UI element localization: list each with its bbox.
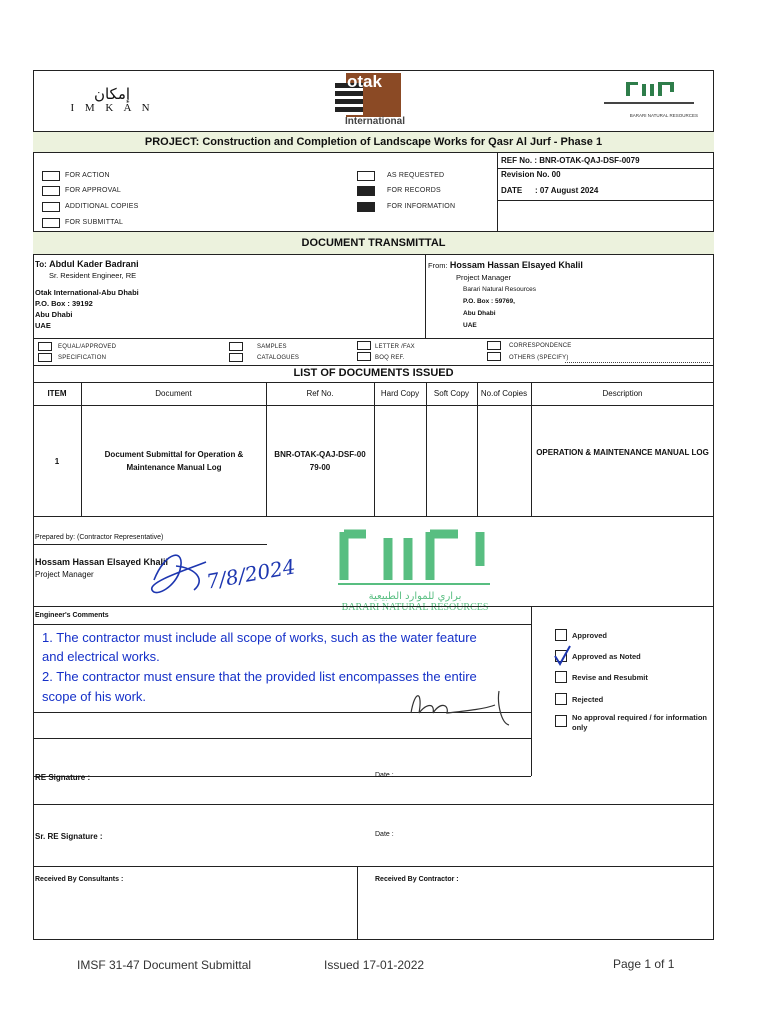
from-name: Hossam Hassan Elsayed Khalil xyxy=(449,260,583,270)
from-block xyxy=(428,259,583,332)
checkbox-samples[interactable] xyxy=(229,342,243,351)
from-org: Barari Natural Resources xyxy=(463,286,536,293)
prepared-by-role: Project Manager xyxy=(35,570,94,579)
barari-logo-caption: BARARI NATURAL RESOURCES xyxy=(629,113,698,118)
col-header-ref: Ref No. xyxy=(306,389,334,398)
col-header-description: Description xyxy=(602,389,643,398)
checkbox-specification[interactable] xyxy=(38,353,52,362)
checkbox-for-records[interactable] xyxy=(357,186,375,196)
re-date-label: Date : xyxy=(375,772,394,779)
checkbox-label: FOR APPROVAL xyxy=(65,187,121,194)
footer-issued: Issued 17-01-2022 xyxy=(324,958,425,972)
checkbox-as-requested[interactable] xyxy=(357,171,375,181)
from-role: Project Manager xyxy=(456,273,512,282)
row-item: 1 xyxy=(54,457,60,466)
comment-line-2: and electrical works. xyxy=(42,649,160,664)
type-label: SAMPLES xyxy=(257,344,287,350)
status-label: Revise and Resubmit xyxy=(572,673,648,682)
type-label: LETTER /FAX xyxy=(375,344,415,350)
date-label: DATE xyxy=(501,186,523,195)
row-ref: BNR-OTAK-QAJ-DSF-0079-00 xyxy=(274,450,366,472)
type-label: EQUAL/APPROVED xyxy=(58,344,117,350)
from-prefix: From: xyxy=(428,261,448,270)
transmittal-band xyxy=(33,231,714,255)
imkan-latin-text: I M K A N xyxy=(70,102,154,114)
status-revise-resubmit-checkbox[interactable] xyxy=(555,671,567,683)
to-org: Otak International-Abu Dhabi xyxy=(35,288,139,297)
barari-stamp-mark xyxy=(330,522,500,592)
from-city: Abu Dhabi xyxy=(463,310,496,317)
to-block xyxy=(35,259,139,331)
col-header-item: ITEM xyxy=(47,389,67,398)
to-name: Abdul Kader Badrani xyxy=(49,259,139,269)
to-pobox: P.O. Box : 39192 xyxy=(35,299,93,308)
type-label: SPECIFICATION xyxy=(58,355,107,361)
sr-re-date-label: Date : xyxy=(375,831,394,838)
row-document: Document Submittal for Operation & Maintenance Manual Log xyxy=(104,450,244,472)
checkbox-label: AS REQUESTED xyxy=(387,172,445,179)
check-mark-icon xyxy=(552,644,572,666)
status-label: Approved xyxy=(572,631,608,640)
to-prefix: To: xyxy=(35,260,47,269)
checkbox-additional-copies[interactable] xyxy=(42,202,60,212)
received-contractor-label: Received By Contractor : xyxy=(375,876,459,883)
checkbox-label: ADDITIONAL COPIES xyxy=(65,203,139,210)
revision-number: Revision No. 00 xyxy=(501,170,561,179)
status-label: Approved as Noted xyxy=(572,652,641,661)
checkbox-for-submittal[interactable] xyxy=(42,218,60,228)
barari-logo-mark xyxy=(600,80,698,110)
engineer-signature-icon xyxy=(405,683,520,731)
row-description: OPERATION & MAINTENANCE MANUAL LOG xyxy=(536,448,709,457)
to-role: Sr. Resident Engineer, RE xyxy=(49,271,137,280)
date-value: : 07 August 2024 xyxy=(535,186,599,195)
checkbox-others[interactable] xyxy=(487,352,501,361)
otak-logo xyxy=(331,72,406,127)
col-header-soft-copy: Soft Copy xyxy=(433,389,470,398)
footer-page: Page 1 of 1 xyxy=(613,957,675,971)
list-title: LIST OF DOCUMENTS ISSUED xyxy=(293,367,454,379)
comment-line-3: 2. The contractor must ensure that the provided list encompasses the entire xyxy=(42,669,477,684)
comment-line-4: scope of his work. xyxy=(42,689,147,704)
checkbox-label: FOR INFORMATION xyxy=(387,203,456,210)
ref-number: REF No. : BNR-OTAK-QAJ-DSF-0079 xyxy=(501,156,640,165)
status-rejected-checkbox[interactable] xyxy=(555,693,567,705)
others-specify-line xyxy=(565,362,710,363)
type-label: BOQ REF. xyxy=(375,355,405,361)
type-label: CATALOGUES xyxy=(257,355,300,361)
otak-logo-subtitle: International xyxy=(345,116,406,127)
checkbox-label: FOR SUBMITTAL xyxy=(65,219,124,226)
stamp-english-text: BARARI NATURAL RESOURCES xyxy=(341,602,489,613)
checkbox-equal-approved[interactable] xyxy=(38,342,52,351)
checkbox-for-approval[interactable] xyxy=(42,186,60,196)
checkbox-for-information[interactable] xyxy=(357,202,375,212)
checkbox-boq-ref[interactable] xyxy=(357,352,371,361)
status-label: Rejected xyxy=(572,695,604,704)
checkbox-letter-fax[interactable] xyxy=(357,341,371,350)
checkbox-catalogues[interactable] xyxy=(229,353,243,362)
stamp-arabic-text: براري للموارد الطبيعية xyxy=(368,591,462,602)
otak-logo-text: otak xyxy=(347,72,382,91)
status-no-approval-checkbox[interactable] xyxy=(555,715,567,727)
col-header-copies: No.of Copies xyxy=(480,389,528,398)
to-country: UAE xyxy=(35,321,51,330)
type-label: CORRESPONDENCE xyxy=(509,343,572,349)
received-consultants-label: Received By Consultants : xyxy=(35,876,124,883)
imkan-logo xyxy=(62,86,162,114)
status-label: No approval required / for information only xyxy=(572,713,708,732)
engineers-comments-label: Engineer's Comments xyxy=(35,612,109,619)
comment-line-1: 1. The contractor must include all scope of works, such as the water feature xyxy=(42,630,477,645)
checkbox-correspondence[interactable] xyxy=(487,341,501,350)
transmittal-title: DOCUMENT TRANSMITTAL xyxy=(301,237,446,249)
checkbox-for-action[interactable] xyxy=(42,171,60,181)
col-header-hard-copy: Hard Copy xyxy=(380,389,420,398)
project-title-band xyxy=(33,131,714,153)
barari-logo xyxy=(600,80,698,120)
to-city: Abu Dhabi xyxy=(35,310,73,319)
checkbox-label: FOR ACTION xyxy=(65,172,110,179)
handwritten-date: 7/8/2024 xyxy=(204,554,298,594)
status-approved-checkbox[interactable] xyxy=(555,629,567,641)
prepared-by-name: Hossam Hassan Elsayed Khalil xyxy=(35,557,169,567)
type-label: OTHERS (SPECIFY) xyxy=(509,355,569,361)
imkan-arabic-text: إمكان xyxy=(93,85,131,103)
from-pobox: P.O. Box : 59769, xyxy=(463,298,515,305)
prepared-by-label: Prepared by: (Contractor Representative) xyxy=(35,534,164,541)
re-signature-label: RE Signature : xyxy=(35,773,91,782)
footer-form-id: IMSF 31-47 Document Submittal xyxy=(77,958,252,972)
project-title: PROJECT: Construction and Completion of Landscape Works for Qasr Al Jurf - Phase 1 xyxy=(144,136,603,148)
from-country: UAE xyxy=(463,322,477,329)
sr-re-signature-label: Sr. RE Signature : xyxy=(35,832,103,841)
col-header-document: Document xyxy=(155,389,192,398)
checkbox-label: FOR RECORDS xyxy=(387,187,441,194)
